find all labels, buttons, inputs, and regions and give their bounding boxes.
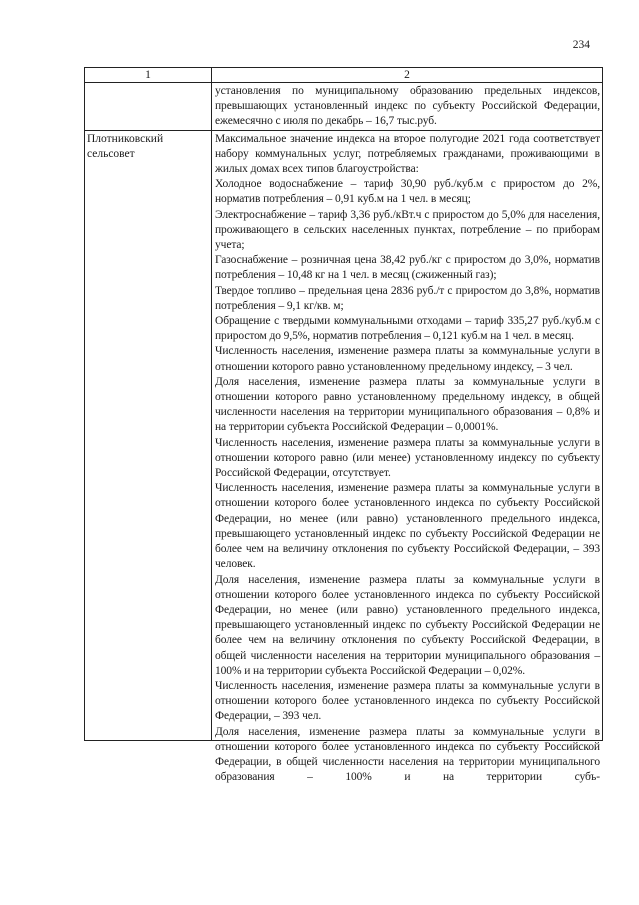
paragraph-waste: Обращение с твердыми коммунальными отходами – тариф 335,27 руб./куб.м с приростом до 9,5%, норматив потребления – 0,121 куб.м на 1 чел. в месяц. [215, 315, 600, 343]
paragraph-electricity: Электроснабжение – тариф 3,36 руб./кВт.ч с приростом до 5,0% для населения, проживающего в сельских населенных пунктах, потребление – по приборам учета; [215, 208, 600, 252]
municipality-name: Плотниковский сельсовет [85, 130, 212, 740]
continuation-cell [212, 83, 603, 131]
paragraph-intro: Максимальное значение индекса на второе полугодие 2021 года соответствует набору коммунальных услуг, потребляемых гражданами, проживающими в жилых домах всех типов благоустройства: [215, 132, 600, 176]
paragraph-share-equal-limit: Доля населения, изменение размера платы за коммунальные услуги в отношении которого равно установленному предельному индексу, в общей численности населения на территории муниципального образования – 0,8% и на территории субъекта Российской Федерации – 0,0001%. [215, 375, 600, 434]
paragraph-share-between: Доля населения, изменение размера платы за коммунальные услуги в отношении которого более установленного индекса по субъекту Российской Федерации, но менее (или равно) установленного предельного индекса, превышающего установленный индекс по субъекту Российской Федерации не более чем на величину отклонения по субъекту Российской Федерации, в общей численности населения на территории муниципального образования – 100% и на территории субъекта Российской Федерации – 0,02%. [215, 573, 600, 677]
data-table [84, 67, 603, 784]
paragraph-population-equal-limit: Численность населения, изменение размера платы за коммунальные услуги в отношении которого равно установленному предельному индексу, – 3 чел. [215, 345, 600, 373]
column-header-2: 2 [212, 68, 603, 83]
page-number: 234 [572, 39, 590, 51]
paragraph-population-above: Численность населения, изменение размера платы за коммунальные услуги в отношении которого более установленного индекса по субъекту Российской Федерации, – 393 чел. [215, 679, 600, 723]
column-header-1: 1 [85, 68, 212, 83]
paragraph-gas: Газоснабжение – розничная цена 38,42 руб./кг с приростом до 3,0%, норматив потребления – 10,48 кг на 1 чел. в месяц (сжиженный газ); [215, 254, 600, 282]
table-row-continuation [85, 83, 603, 131]
table-header-row [85, 68, 603, 83]
table-row-plotnikovsky [85, 130, 603, 740]
paragraph-share-above: Доля населения, изменение размера платы за коммунальные услуги в отношении которого более установленного индекса по субъекту Российской Федерации, в общей численности населения на территории муниципального образования – 100% и на территории субъ- [215, 725, 600, 784]
paragraph-cold-water: Холодное водоснабжение – тариф 30,90 руб./куб.м с приростом до 2%, норматив потребления – 0,91 куб.м на 1 чел. в месяц; [215, 178, 600, 206]
description-cell [212, 130, 603, 784]
paragraph-solid-fuel: Твердое топливо – предельная цена 2836 руб./т с приростом до 3,8%, норматив потребления – 9,1 кг/кв. м; [215, 284, 600, 312]
continuation-text: установления по муниципальному образованию предельных индексов, превышающих установленный индекс по субъекту Российской Федерации, ежемесячно с июля по декабрь – 16,7 тыс.руб. [215, 85, 600, 128]
paragraph-population-between: Численность населения, изменение размера платы за коммунальные услуги в отношении которого более установленного индекса по субъекту Российской Федерации, но менее (или равно) установленного предельного индекса, превышающего установленный индекс по субъекту Российской Федерации не более чем на величину отклонения по субъекту Российской Федерации, – 393 человек. [215, 482, 600, 571]
paragraph-population-equal-regional: Численность населения, изменение размера платы за коммунальные услуги в отношении которого равно (или менее) установленному индексу по субъекту Российской Федерации, отсутствует. [215, 436, 600, 480]
empty-cell [85, 83, 212, 131]
